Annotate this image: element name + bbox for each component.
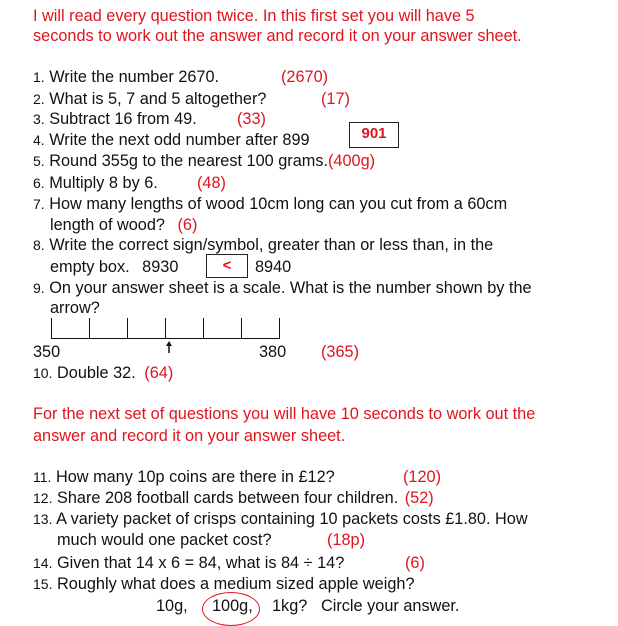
question-number: 2.: [33, 91, 45, 107]
circle-instruction: Circle your answer.: [321, 597, 460, 615]
question-text: Subtract 16 from 49.: [49, 110, 197, 128]
answer-10: (64): [144, 364, 174, 382]
question-3: [33, 109, 197, 129]
scale-tick: [165, 318, 166, 338]
question-text: How many 10p coins are there in £12?: [55, 468, 335, 486]
question-number: 3.: [33, 111, 45, 127]
answer-5: (400g): [328, 152, 376, 170]
question-number: 12.: [33, 490, 53, 506]
scale-tick: [89, 318, 90, 338]
question-14: [33, 553, 344, 573]
number-scale: [33, 314, 293, 342]
answer-11: (120): [403, 468, 442, 486]
question-number: 8.: [33, 237, 45, 253]
question-number: 4.: [33, 132, 45, 148]
question-text: Roughly what does a medium sized apple weigh?: [57, 575, 415, 593]
scale-tick: [51, 318, 52, 338]
question-8-cont: [50, 257, 178, 277]
question-9-cont: arrow?: [50, 299, 100, 317]
answer-box-4: 901: [349, 122, 399, 148]
answer-9: (365): [321, 343, 360, 361]
question-5: [33, 151, 375, 171]
scale-tick: [279, 318, 280, 338]
scale-tick: [127, 318, 128, 338]
question-7: [33, 194, 507, 214]
question-2: [33, 89, 266, 109]
question-text: length of wood?: [50, 216, 165, 234]
scale-tick: [241, 318, 242, 338]
up-arrow-icon: [164, 341, 174, 353]
answer-2: (17): [321, 90, 350, 108]
question-13-cont: much would one packet cost?: [57, 531, 272, 549]
intro2-line-1: For the next set of questions you will have 10 seconds to work out the: [33, 405, 536, 423]
question-6: [33, 173, 158, 193]
question-number: 14.: [33, 555, 53, 571]
question-text: Write the correct sign/symbol, greater than or less than, in the: [49, 236, 494, 254]
question-text: On your answer sheet is a scale. What is the number shown by the: [49, 279, 532, 297]
question-number: 1.: [33, 69, 45, 85]
answer-3: (33): [237, 110, 266, 128]
answer-13: (18p): [327, 531, 366, 549]
question-text: empty box.: [50, 258, 130, 276]
question-8: [33, 235, 493, 255]
question-text: Round 355g to the nearest 100 grams.: [49, 152, 328, 170]
question-text: What is 5, 7 and 5 altogether?: [49, 90, 267, 108]
scale-min-label: 350: [33, 343, 61, 361]
question-text: A variety packet of crisps containing 10 packets costs £1.80. How: [56, 510, 528, 528]
question-text: Multiply 8 by 6.: [49, 174, 158, 192]
answer-6: (48): [197, 174, 226, 192]
answer-box-8: <: [206, 254, 248, 278]
answer-14: (6): [405, 554, 425, 572]
question-number: 6.: [33, 175, 45, 191]
question-text: Write the next odd number after 899: [49, 131, 310, 149]
question-text: Share 208 football cards between four children.: [57, 489, 399, 507]
intro2-line-2: answer and record it on your answer sheet.: [33, 427, 346, 445]
question-number: 10.: [33, 365, 53, 381]
left-number: 8930: [142, 258, 179, 276]
question-7-cont: [50, 215, 197, 235]
question-11: [33, 467, 335, 487]
question-10: [33, 363, 173, 383]
question-4: [33, 130, 310, 150]
question-number: 11.: [33, 469, 52, 485]
answer-circle: [202, 592, 260, 626]
scale-tick: [203, 318, 204, 338]
question-text: Given that 14 x 6 = 84, what is 84 ÷ 14?: [57, 554, 345, 572]
answer-12: (52): [404, 489, 434, 507]
question-number: 15.: [33, 576, 53, 592]
question-12: [33, 488, 434, 508]
right-number: 8940: [255, 258, 292, 276]
question-number: 13.: [33, 511, 53, 527]
scale-baseline: [51, 338, 280, 339]
question-text: How many lengths of wood 10cm long can you cut from a 60cm: [49, 195, 508, 213]
question-text: Write the number 2670.: [49, 68, 220, 86]
intro-line-2: seconds to work out the answer and record it on your answer sheet.: [33, 27, 522, 45]
option-100g: 100g,: [212, 597, 253, 615]
question-number: 5.: [33, 153, 45, 169]
question-1: [33, 67, 219, 87]
option-1kg: 1kg?: [272, 597, 308, 615]
question-9: [33, 278, 532, 298]
answer-7: (6): [177, 216, 198, 234]
question-15: [33, 574, 415, 594]
question-number: 9.: [33, 280, 45, 296]
option-10g: 10g,: [156, 597, 188, 615]
intro-line-1: I will read every question twice. In this first set you will have 5: [33, 7, 475, 25]
scale-max-label: 380: [259, 343, 287, 361]
question-number: 7.: [33, 196, 45, 212]
answer-1: (2670): [281, 68, 329, 86]
question-text: Double 32.: [57, 364, 136, 382]
question-13: [33, 509, 528, 529]
